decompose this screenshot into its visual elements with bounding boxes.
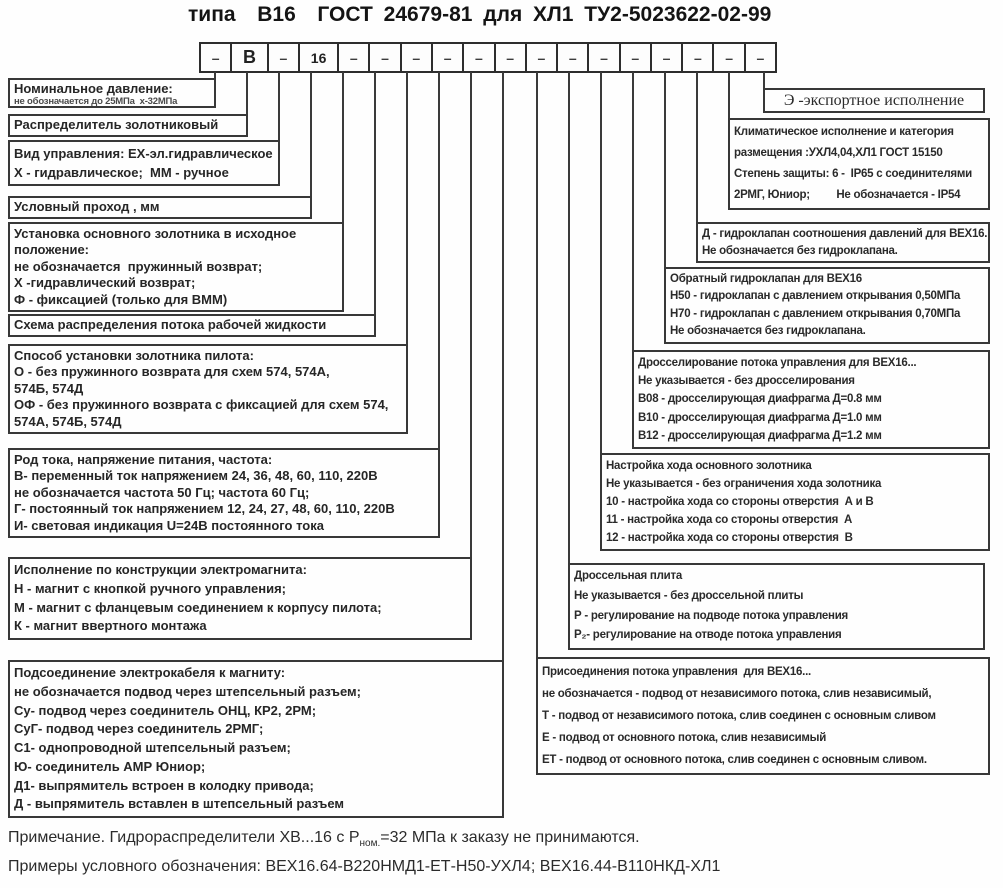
box-uslovny-prokhod-line-1: Условный проход , мм xyxy=(14,199,160,214)
connector-line-gidroklapan-sootnosheniya-davleniy xyxy=(696,72,698,222)
box-export-ispolnenie-line-1: Э -экспортное исполнение xyxy=(783,91,965,109)
box-gidroklapan-sootnosheniya-davleniy-line-2: Не обозначается без гидроклапана. xyxy=(702,244,898,257)
box-podsoedinenie-elektrokabelya-line-1: Подсоединение электрокабеля к магниту: xyxy=(14,665,286,680)
connector-line-sposob-ustanovki-zolotnika-pilota xyxy=(406,72,408,344)
box-raspredelitel-zolotnikovy xyxy=(8,114,248,137)
code-cell-6: – xyxy=(368,42,401,73)
box-podsoedinenie-elektrokabelya-line-4: СуГ- подвод через соединитель 2РМГ; xyxy=(14,721,264,737)
code-cell-5: – xyxy=(337,42,370,73)
box-sposob-ustanovki-zolotnika-pilota-line-1: Способ установки золотника пилота: xyxy=(14,348,254,363)
box-prisoedinenie-potoka-upravleniya-line-3: Т - подвод от независимого потока, слив соединен с основным сливом xyxy=(542,710,936,722)
code-cell-18: – xyxy=(744,42,777,73)
box-prisoedinenie-potoka-upravleniya-line-1: Присоединения потока управления для ВЕХ16... xyxy=(542,666,811,678)
box-klimaticheskoe-ispolnenie-line-3: Степень защиты: 6 - IP65 с соединителями xyxy=(734,168,972,180)
box-ispolnenie-elektromagnita-line-1: Исполнение по конструкции электромагнита: xyxy=(14,562,307,577)
box-raspredelitel-zolotnikovy-line-1: Распределитель золотниковый xyxy=(14,117,219,132)
box-rod-toka-line-4: Г- постоянный ток напряжением 12, 24, 27, 48, 60, 110, 220В xyxy=(14,501,395,517)
box-export-ispolnenie xyxy=(763,88,985,113)
box-klimaticheskoe-ispolnenie-line-4: 2РМГ, Юниор; Не обозначается - IP54 xyxy=(734,189,961,201)
box-ustanovka-osnovnogo-zolotnika xyxy=(8,222,344,312)
box-ustanovka-osnovnogo-zolotnika-line-5: Ф - фиксацией (только для ВММ) xyxy=(14,291,228,307)
connector-line-uslovny-prokhod xyxy=(310,72,312,196)
box-nastroika-khoda-zolotnika-line-5: 12 - настройка хода со стороны отверстия В xyxy=(606,532,853,544)
box-prisoedinenie-potoka-upravleniya-line-2: не обозначается - подвод от независимого потока, слив независимый, xyxy=(542,688,932,700)
box-sposob-ustanovki-zolotnika-pilota-line-3: 574Б, 574Д xyxy=(14,380,84,396)
box-nominalnoe-davlenie-line-2: не обозначается до 25МПа х-32МПа xyxy=(14,96,178,107)
code-cell-3: – xyxy=(267,42,300,73)
box-drosselnaya-plita-line-2: Не указывается - без дроссельной плиты xyxy=(574,589,804,602)
designation-code-row xyxy=(199,42,777,73)
connector-line-obratny-gidroklapan xyxy=(664,72,666,267)
box-drosselirovanie-potoka-line-2: Не указывается - без дросселирования xyxy=(638,375,855,388)
code-cell-7: – xyxy=(400,42,433,73)
code-cell-2: В xyxy=(230,42,268,73)
box-gidroklapan-sootnosheniya-davleniy-line-1: Д - гидроклапан соотношения давлений для ВЕХ16. xyxy=(702,228,988,240)
box-drosselnaya-plita xyxy=(568,563,985,650)
box-ispolnenie-elektromagnita-line-2: Н - магнит с кнопкой ручного управления; xyxy=(14,580,287,596)
box-drosselirovanie-potoka-line-3: В08 - дросселирующая диафрагма Д=0.8 мм xyxy=(638,393,882,406)
code-cell-17: – xyxy=(712,42,745,73)
code-cell-12: – xyxy=(556,42,589,73)
box-nastroika-khoda-zolotnika-line-4: 11 - настройка хода со стороны отверстия А xyxy=(606,514,853,526)
box-gidroklapan-sootnosheniya-davleniy xyxy=(696,222,990,263)
box-podsoedinenie-elektrokabelya-line-8: Д - выпрямитель вставлен в штепсельный разъем xyxy=(14,796,345,812)
box-nastroika-khoda-zolotnika-line-1: Настройка хода основного золотника xyxy=(606,460,812,472)
connector-line-vid-upravleniya xyxy=(278,72,280,140)
box-rod-toka-line-1: Род тока, напряжение питания, частота: xyxy=(14,452,273,467)
connector-line-rod-toka xyxy=(438,72,440,448)
note-primechanie-text: Примечание. Гидрораспределители ХВ...16 с Р xyxy=(8,829,360,846)
box-sposob-ustanovki-zolotnika-pilota-line-4: ОФ - без пружинного возврата с фиксацией для схем 574, xyxy=(14,397,389,413)
box-vid-upravleniya-line-1: Вид управления: ЕХ-эл.гидравлическое xyxy=(14,146,273,161)
box-prisoedinenie-potoka-upravleniya-line-4: Е - подвод от основного потока, слив независимый xyxy=(542,732,827,744)
box-sposob-ustanovki-zolotnika-pilota xyxy=(8,344,408,434)
connector-line-drosselnaya-plita xyxy=(568,72,570,563)
box-ispolnenie-elektromagnita-line-3: М - магнит с фланцевым соединением к корпусу пилота; xyxy=(14,599,382,615)
box-nominalnoe-davlenie xyxy=(8,78,216,108)
box-vid-upravleniya-line-2: Х - гидравлическое; ММ - ручное xyxy=(14,165,229,180)
box-drosselirovanie-potoka-line-1: Дросселирование потока управления для ВЕХ16... xyxy=(638,357,917,369)
box-drosselirovanie-potoka-line-5: В12 - дросселирующая диафрагма Д=1.2 мм xyxy=(638,429,882,442)
connector-line-drosselirovanie-potoka xyxy=(632,72,634,350)
connector-line-raspredelitel-zolotnikovy xyxy=(246,72,248,114)
box-ustanovka-osnovnogo-zolotnika-line-1: Установка основного золотника в исходное xyxy=(14,226,297,241)
box-obratny-gidroklapan-line-3: Н70 - гидроклапан с давлением открывания 0,70МПа xyxy=(670,307,961,320)
box-prisoedinenie-potoka-upravleniya-line-5: ЕТ - подвод от основного потока, слив соединен с основным сливом. xyxy=(542,754,927,766)
box-klimaticheskoe-ispolnenie-line-1: Климатическое исполнение и категория xyxy=(734,126,954,138)
connector-line-prisoedinenie-potoka-upravleniya xyxy=(536,72,538,657)
box-ispolnenie-elektromagnita xyxy=(8,557,472,640)
box-sposob-ustanovki-zolotnika-pilota-line-5: 574А, 574Б, 574Д xyxy=(14,413,122,429)
note-examples: Примеры условного обозначения: ВЕХ16.64-В220НМД1-ЕТ-Н50-УХЛ4; ВЕХ16.44-В110НКД-ХЛ1 xyxy=(8,858,721,875)
code-cell-16: – xyxy=(681,42,714,73)
box-rod-toka-line-2: В- переменный ток напряжением 24, 36, 48, 60, 110, 220В xyxy=(14,468,378,484)
connector-line-podsoedinenie-elektrokabelya xyxy=(502,72,504,660)
connector-line-ustanovka-osnovnogo-zolotnika xyxy=(342,72,344,222)
code-cell-13: – xyxy=(587,42,620,73)
box-klimaticheskoe-ispolnenie xyxy=(728,118,990,210)
box-vid-upravleniya xyxy=(8,140,280,186)
diagram-title: типа В16 ГОСТ 24679-81 для ХЛ1 ТУ2-5023622-02-99 xyxy=(188,3,772,26)
box-podsoedinenie-elektrokabelya-line-6: Ю- соединитель АМР Юниор; xyxy=(14,758,206,774)
box-podsoedinenie-elektrokabelya-line-7: Д1- выпрямитель встроен в колодку привода; xyxy=(14,777,314,793)
box-drosselnaya-plita-line-4: Р₂- регулирование на отводе потока управления xyxy=(574,629,842,642)
note-primechanie-suffix: =32 МПа к заказу не принимаются. xyxy=(380,829,640,846)
box-obratny-gidroklapan-line-1: Обратный гидроклапан для ВЕХ16 xyxy=(670,273,862,285)
box-podsoedinenie-elektrokabelya-line-2: не обозначается подвод через штепсельный разъем; xyxy=(14,683,361,699)
box-uslovny-prokhod xyxy=(8,196,312,219)
box-prisoedinenie-potoka-upravleniya xyxy=(536,657,990,775)
box-nastroika-khoda-zolotnika-line-2: Не указывается - без ограничения хода золотника xyxy=(606,478,882,490)
box-rod-toka xyxy=(8,448,440,538)
box-skhema-raspredeleniya-potoka xyxy=(8,314,376,337)
box-drosselnaya-plita-line-3: Р - регулирование на подводе потока управления xyxy=(574,609,849,622)
connector-line-skhema-raspredeleniya-potoka xyxy=(374,72,376,314)
box-podsoedinenie-elektrokabelya-line-5: С1- однопроводной штепсельный разъем; xyxy=(14,740,291,755)
code-cell-14: – xyxy=(619,42,652,73)
box-ustanovka-osnovnogo-zolotnika-line-4: Х -гидравлический возврат; xyxy=(14,275,196,291)
box-drosselnaya-plita-line-1: Дроссельная плита xyxy=(574,570,682,582)
box-obratny-gidroklapan xyxy=(664,267,990,344)
connector-line-ispolnenie-elektromagnita xyxy=(470,72,472,557)
box-ustanovka-osnovnogo-zolotnika-line-3: не обозначается пружинный возврат; xyxy=(14,258,263,274)
box-obratny-gidroklapan-line-2: Н50 - гидроклапан с давлением открывания 0,50МПа xyxy=(670,290,961,303)
box-podsoedinenie-elektrokabelya-line-3: Су- подвод через соединитель ОНЦ, КР2, 2РМ; xyxy=(14,702,317,718)
code-cell-1: – xyxy=(199,42,232,73)
box-drosselirovanie-potoka-line-4: В10 - дросселирующая диафрагма Д=1.0 мм xyxy=(638,411,882,424)
code-cell-15: – xyxy=(650,42,683,73)
box-nastroika-khoda-zolotnika-line-3: 10 - настройка хода со стороны отверстия А и В xyxy=(606,496,874,508)
code-cell-9: – xyxy=(462,42,495,73)
box-ispolnenie-elektromagnita-line-4: К - магнит ввертного монтажа xyxy=(14,618,207,634)
box-rod-toka-line-5: И- световая индикация U=24В постоянного тока xyxy=(14,517,324,533)
box-rod-toka-line-3: не обозначается частота 50 Гц; частота 60 Гц; xyxy=(14,484,310,500)
connector-line-export-ispolnenie xyxy=(763,72,765,88)
connector-line-klimaticheskoe-ispolnenie xyxy=(728,72,730,118)
box-nastroika-khoda-zolotnika xyxy=(600,453,990,551)
code-cell-8: – xyxy=(431,42,464,73)
box-drosselirovanie-potoka xyxy=(632,350,990,449)
connector-line-nastroika-khoda-zolotnika xyxy=(600,72,602,453)
box-nominalnoe-davlenie-line-1: Номинальное давление: xyxy=(14,81,173,96)
box-skhema-raspredeleniya-potoka-line-1: Схема распределения потока рабочей жидкости xyxy=(14,317,327,332)
code-cell-4: 16 xyxy=(298,42,339,73)
note-primechanie xyxy=(8,829,640,849)
box-klimaticheskoe-ispolnenie-line-2: размещения :УХЛ4,04,ХЛ1 ГОСТ 15150 xyxy=(734,147,943,159)
box-obratny-gidroklapan-line-4: Не обозначается без гидроклапана. xyxy=(670,324,866,337)
note-primechanie-subscript: ном. xyxy=(359,838,381,850)
box-sposob-ustanovki-zolotnika-pilota-line-2: О - без пружинного возврата для схем 574, 574А, xyxy=(14,364,330,380)
box-ustanovka-osnovnogo-zolotnika-line-2: положение: xyxy=(14,242,90,258)
code-cell-10: – xyxy=(494,42,527,73)
box-podsoedinenie-elektrokabelya xyxy=(8,660,504,818)
code-cell-11: – xyxy=(525,42,558,73)
